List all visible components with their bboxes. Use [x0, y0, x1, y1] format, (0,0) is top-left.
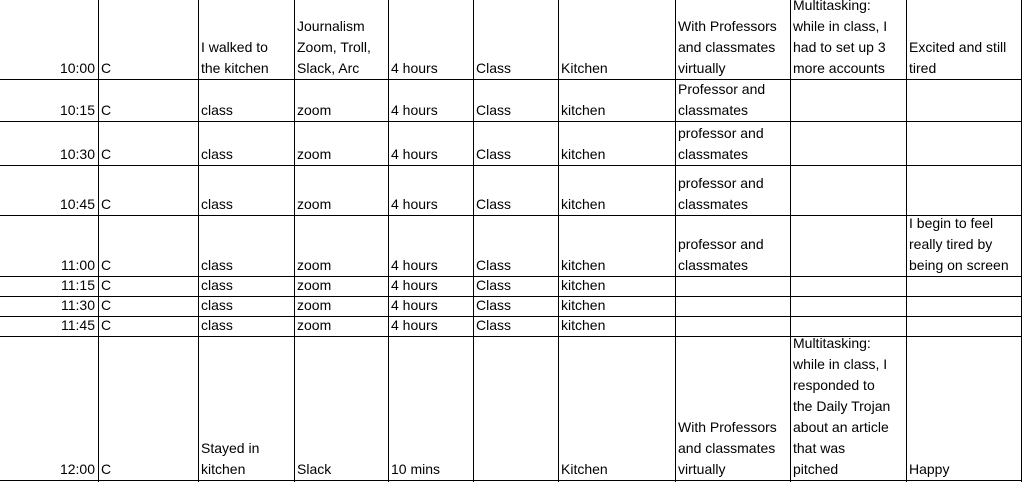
feeling-cell-line: being on screen — [909, 257, 1009, 273]
location-cell — [561, 100, 673, 121]
activity-cell-line: class — [201, 277, 233, 293]
with-whom-cell-line: and classmates — [678, 39, 776, 55]
notes-cell-line: about an article — [793, 419, 889, 435]
notes-cell-line: while in class, I — [793, 18, 888, 34]
location-cell — [561, 275, 673, 296]
duration-cell — [391, 275, 471, 296]
location-cell-line: kitchen — [561, 297, 606, 313]
with-whom-cell-line: professor and — [678, 175, 764, 191]
location-cell — [561, 459, 673, 480]
activity-cell — [201, 255, 295, 276]
activity-cell — [201, 315, 295, 336]
time-cell: 11:45 — [61, 317, 95, 333]
row-gridline — [0, 480, 1022, 481]
activity-cell — [201, 194, 295, 215]
app-cell — [297, 275, 387, 296]
column-gridline — [473, 0, 474, 482]
location-cell-line: kitchen — [561, 277, 606, 293]
duration-cell — [391, 295, 471, 316]
activity-cell — [201, 438, 295, 480]
with-whom-cell-line: professor and — [678, 236, 764, 252]
column-gridline — [98, 0, 99, 482]
notes-cell-line: Multitasking: — [793, 0, 871, 13]
duration-cell-line: 4 hours — [391, 297, 438, 313]
column-gridline — [558, 0, 559, 482]
location-cell-line: Kitchen — [561, 461, 608, 477]
with-whom-cell-line: and classmates — [678, 440, 776, 456]
row-gridline — [0, 165, 1022, 166]
app-cell-line: zoom — [297, 146, 332, 162]
activity-cell-line: class — [201, 317, 233, 333]
category-code-cell: C — [101, 196, 112, 212]
feeling-cell-line: I begin to feel — [909, 215, 994, 231]
activity-cell — [201, 100, 295, 121]
notes-cell-line: responded to — [793, 377, 875, 393]
notes-cell — [793, 0, 905, 79]
notes-cell — [793, 333, 905, 480]
purpose-cell-line: Class — [476, 297, 512, 313]
purpose-cell — [476, 315, 556, 336]
location-cell — [561, 194, 673, 215]
activity-cell-line: class — [201, 297, 233, 313]
time-cell: 11:00 — [61, 257, 95, 273]
activity-cell-line: class — [201, 196, 233, 212]
duration-cell — [391, 315, 471, 336]
app-cell — [297, 194, 387, 215]
activity-cell — [201, 144, 295, 165]
time-cell: 10:45 — [59, 196, 95, 212]
with-whom-cell-line: With Professors — [678, 419, 777, 435]
notes-cell-line: had to set up 3 — [793, 39, 886, 55]
feeling-cell — [909, 459, 1021, 480]
location-cell — [561, 144, 673, 165]
with-whom-cell-line: With Professors — [678, 18, 777, 34]
purpose-cell-line: Class — [476, 277, 512, 293]
with-whom-cell-line: professor and — [678, 125, 764, 141]
duration-cell — [391, 144, 471, 165]
app-cell-line: zoom — [297, 102, 332, 118]
activity-cell-line: class — [201, 257, 233, 273]
purpose-cell — [476, 255, 556, 276]
with-whom-cell — [678, 123, 790, 165]
column-gridline — [790, 0, 791, 482]
activity-cell-line: class — [201, 102, 233, 118]
duration-cell-line: 4 hours — [391, 317, 438, 333]
duration-cell-line: 4 hours — [391, 146, 438, 162]
category-code-cell: C — [101, 60, 112, 76]
column-gridline — [675, 0, 676, 482]
duration-cell — [391, 194, 471, 215]
app-cell — [297, 144, 387, 165]
location-cell-line: kitchen — [561, 196, 606, 212]
with-whom-cell-line: classmates — [678, 257, 749, 273]
location-cell-line: kitchen — [561, 257, 606, 273]
app-cell — [297, 459, 387, 480]
notes-cell-line: pitched — [793, 461, 839, 477]
purpose-cell — [476, 194, 556, 215]
purpose-cell-line: Class — [476, 102, 512, 118]
purpose-cell-line: Class — [476, 317, 512, 333]
with-whom-cell-line: virtually — [678, 461, 726, 477]
duration-cell-line: 10 mins — [391, 461, 441, 477]
feeling-cell-line: really tired by — [909, 236, 993, 252]
with-whom-cell-line: classmates — [678, 196, 749, 212]
activity-cell-line: class — [201, 146, 233, 162]
time-cell: 11:30 — [61, 297, 95, 313]
location-cell — [561, 295, 673, 316]
app-cell — [297, 255, 387, 276]
location-cell — [561, 58, 673, 79]
activity-cell-line: the kitchen — [201, 60, 269, 76]
with-whom-cell — [678, 16, 790, 79]
duration-cell — [391, 58, 471, 79]
location-cell-line: kitchen — [561, 317, 606, 333]
with-whom-cell-line: Professor and — [678, 81, 766, 97]
with-whom-cell — [678, 79, 790, 121]
column-gridline — [388, 0, 389, 482]
category-code-cell: C — [101, 297, 112, 313]
row-gridline — [0, 215, 1022, 216]
duration-cell-line: 4 hours — [391, 196, 438, 212]
app-cell — [297, 16, 387, 79]
notes-cell-line: the Daily Trojan — [793, 398, 891, 414]
location-cell-line: Kitchen — [561, 60, 608, 76]
activity-cell — [201, 37, 295, 79]
app-cell-line: zoom — [297, 196, 332, 212]
app-cell-line: Zoom, Troll, — [297, 39, 371, 55]
time-cell: 10:15 — [59, 102, 95, 118]
with-whom-cell — [678, 173, 790, 215]
category-code-cell: C — [101, 102, 112, 118]
purpose-cell-line: Class — [476, 257, 512, 273]
app-cell-line: Journalism — [297, 18, 365, 34]
notes-cell-line: that was — [793, 440, 846, 456]
column-gridline — [198, 0, 199, 482]
duration-cell — [391, 459, 471, 480]
time-cell: 10:30 — [59, 146, 95, 162]
with-whom-cell-line: classmates — [678, 102, 749, 118]
duration-cell — [391, 255, 471, 276]
app-cell-line: Slack — [297, 461, 332, 477]
duration-cell-line: 4 hours — [391, 277, 438, 293]
feeling-cell — [909, 213, 1021, 276]
feeling-cell — [909, 37, 1021, 79]
location-cell — [561, 315, 673, 336]
location-cell-line: kitchen — [561, 146, 606, 162]
column-gridline — [906, 0, 907, 482]
app-cell-line: zoom — [297, 277, 332, 293]
feeling-cell-line: tired — [909, 60, 937, 76]
app-cell — [297, 295, 387, 316]
app-cell-line: Slack, Arc — [297, 60, 360, 76]
notes-cell-line: more accounts — [793, 60, 885, 76]
purpose-cell — [476, 144, 556, 165]
purpose-cell-line: Class — [476, 196, 512, 212]
app-cell — [297, 315, 387, 336]
time-cell: 12:00 — [59, 461, 95, 477]
location-cell-line: kitchen — [561, 102, 606, 118]
notes-cell-line: while in class, I — [793, 356, 888, 372]
purpose-cell — [476, 295, 556, 316]
activity-cell — [201, 295, 295, 316]
category-code-cell: C — [101, 146, 112, 162]
activity-cell — [201, 275, 295, 296]
with-whom-cell — [678, 417, 790, 480]
feeling-cell-line: Happy — [909, 461, 950, 477]
with-whom-cell — [678, 234, 790, 276]
category-code-cell: C — [101, 317, 112, 333]
notes-cell-line: Multitasking: — [793, 335, 871, 351]
with-whom-cell-line: virtually — [678, 60, 726, 76]
purpose-cell-line: Class — [476, 146, 512, 162]
row-gridline — [0, 121, 1022, 122]
activity-cell-line: Stayed in — [201, 440, 260, 456]
activity-cell-line: I walked to — [201, 39, 268, 55]
time-cell: 11:15 — [61, 277, 95, 293]
purpose-cell-line: Class — [476, 60, 512, 76]
category-code-cell: C — [101, 461, 112, 477]
app-cell-line: zoom — [297, 297, 332, 313]
purpose-cell — [476, 100, 556, 121]
time-cell: 10:00 — [59, 60, 95, 76]
category-code-cell: C — [101, 257, 112, 273]
location-cell — [561, 255, 673, 276]
app-cell-line: zoom — [297, 317, 332, 333]
duration-cell-line: 4 hours — [391, 102, 438, 118]
duration-cell-line: 4 hours — [391, 257, 438, 273]
purpose-cell — [476, 275, 556, 296]
duration-cell — [391, 100, 471, 121]
app-cell — [297, 100, 387, 121]
with-whom-cell-line: classmates — [678, 146, 749, 162]
category-code-cell: C — [101, 277, 112, 293]
row-gridline — [0, 79, 1022, 80]
activity-cell-line: kitchen — [201, 461, 246, 477]
feeling-cell-line: Excited and still — [909, 39, 1007, 55]
app-cell-line: zoom — [297, 257, 332, 273]
duration-cell-line: 4 hours — [391, 60, 438, 76]
purpose-cell — [476, 58, 556, 79]
